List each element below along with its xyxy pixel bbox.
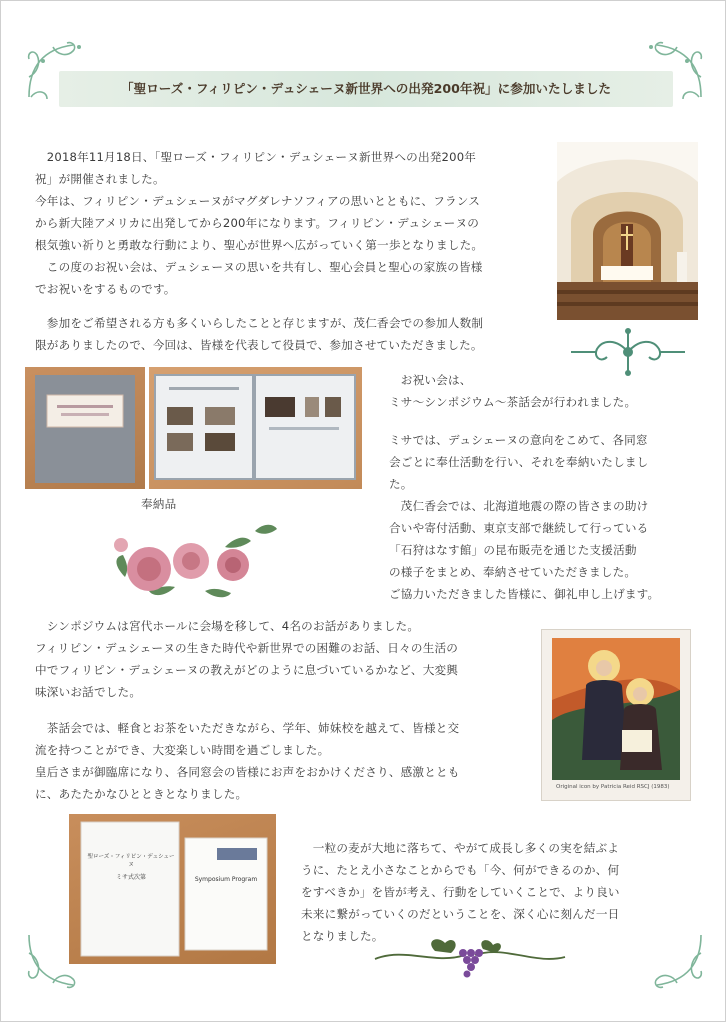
icon-painting-photo	[541, 629, 691, 801]
intro-line: でお祝いをするものです。	[35, 282, 176, 296]
offering-photo-cover	[25, 367, 145, 489]
participation-paragraph	[35, 312, 555, 356]
mass-line: 「石狩はなす館」の昆布販売を通じた支援活動	[389, 543, 637, 557]
rose-decoration-icon	[105, 517, 281, 603]
symposium-line: 中でフィリピン・デュシェーヌの教えがどのように息づいているかなど、大変興	[35, 663, 459, 677]
symposium-line: シンポジウムは宮代ホールに会場を移して、4名のお話がありました。	[35, 619, 420, 633]
mass-line: 茂仁香会では、北海道地震の際の皆さまの助け	[389, 499, 649, 513]
tea-party-line: 流を持つことができ、大変楽しい時間を過ごしました。	[35, 743, 330, 757]
closing-line: うに、たとえ小さなことからでも「今、何ができるのか、何	[301, 863, 620, 877]
mass-line: ご協力いただきました皆様に、御礼申し上げます。	[389, 587, 660, 601]
participation-line: 参加をご希望される方も多くいらしたことと存じますが、茂仁香会での参加人数制	[35, 316, 484, 330]
photo-caption: 奉納品	[141, 497, 177, 511]
mass-line: ミサでは、デュシェーヌの意向をこめて、各同窓	[389, 433, 648, 447]
intro-line: 2018年11月18日、「聖ローズ・フィリピン・デュシェーヌ新世界への出発200年	[35, 150, 477, 164]
participation-line: 限がありましたので、今回は、皆様を代表して役員で、参加させていただきました。	[35, 338, 483, 352]
closing-line: 未来に繋がっていくのだということを、深く心に刻んだ一日	[301, 907, 620, 921]
celebration-line: ミサ～シンポジウム～茶話会が行われました。	[389, 395, 637, 409]
mass-line: の様子をまとめ、奉納させていただきました。	[389, 565, 637, 579]
grape-vine-icon	[365, 931, 575, 981]
closing-line: をすべきか」を皆が考え、行動をしていくことで、より良い	[301, 885, 620, 899]
offering-photo-album	[149, 367, 362, 489]
intro-line: 祝」が開催されました。	[35, 172, 165, 186]
intro-line: から新大陸アメリカに出発してから200年になります。フィリピン・デュシェーヌの	[35, 216, 480, 230]
mass-line: 合いや寄付活動、東京支部で継続して行っている	[389, 521, 649, 535]
intro-line: 根気強い祈りと勇敢な行動により、聖心が世界へ広がっていく第一歩となりました。	[35, 238, 484, 252]
mass-line: た。	[389, 477, 413, 491]
icon-caption: Original icon by Patricia Reid RSCJ (1983)	[556, 784, 670, 790]
mass-paragraph	[389, 429, 709, 605]
mass-line: 会ごとに奉仕活動を行い、それを奉納いたしまし	[389, 455, 649, 469]
symposium-line: 味深いお話でした。	[35, 685, 142, 699]
intro-line: この度のお祝い会は、デュシェーヌの思いを共有し、聖心会員と聖心の家族の皆様	[35, 260, 483, 274]
closing-line: となりました。	[301, 929, 384, 943]
intro-line: 今年は、フィリピン・デュシェーヌがマグダレナソフィアの思いとともに、フランス	[35, 194, 481, 208]
symposium-paragraph	[35, 615, 531, 703]
tea-party-paragraph	[35, 717, 531, 805]
page-title: 「聖ローズ・フィリピン・デュシェーヌ新世界への出発200年祝」に参加いたしました	[121, 81, 611, 96]
tea-party-line: 茶話会では、軽食とお茶をいただきながら、学年、姉妹校を越えて、皆様と交	[35, 721, 460, 735]
celebration-line: お祝い会は、	[389, 373, 472, 387]
intro-paragraph	[35, 146, 551, 300]
chapel-photo	[557, 142, 698, 320]
symposium-line: フィリピン・デュシェーヌの生きた時代や新世界での困難のお話、日々の生活の	[35, 641, 459, 655]
celebration-paragraph	[389, 369, 709, 413]
program-left-sub: ミサ式次第	[115, 874, 146, 881]
tea-party-line: 皇后さまが御臨席になり、各同窓会の皆様にお声をおかけくださり、感激ととも	[35, 765, 460, 779]
program-left-title: 聖ローズ・フィリピン・デュシェーヌ	[87, 854, 175, 868]
program-right-title: Symposium Program	[194, 876, 258, 883]
closing-line: 一粒の麦が大地に落ちて、やがて成長し多くの実を結ぶよ	[301, 841, 620, 855]
tea-party-line: に、あたたかなひとときとなりました。	[35, 787, 248, 801]
program-booklets-photo	[69, 814, 276, 964]
